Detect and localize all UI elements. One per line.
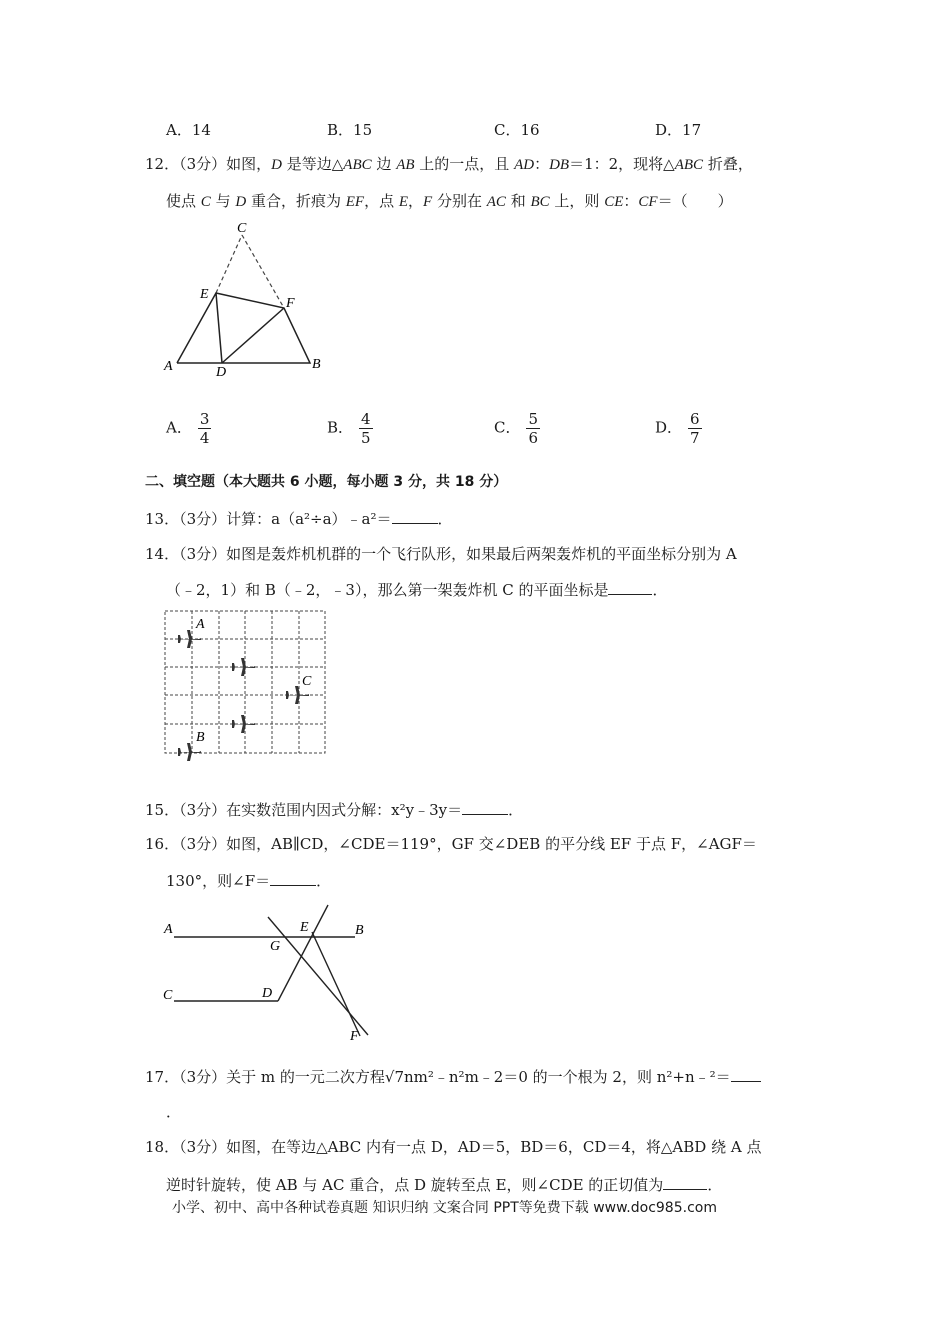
q12-score: （3分）如图， [179, 155, 272, 173]
q16-line1: 16．（3分）如图，AB∥CD，∠CDE＝119°，GF 交∠DEB 的平分线 EF 于点 F，∠AGF＝ [145, 835, 757, 853]
q16-label-d: D [262, 986, 273, 1001]
q12-label-e: E [200, 287, 209, 302]
q16-parallel-lines-figure [160, 902, 375, 1042]
q11-option-d: D．17 [655, 121, 702, 139]
section-2-title: 二、填空题（本大题共 6 小题，每小题 3 分，共 18 分） [145, 474, 508, 490]
q16-label-b: B [355, 923, 364, 938]
plane-icon-mid2 [231, 715, 255, 733]
q14-label-a: A [196, 617, 205, 632]
q16-label-g: G [270, 939, 281, 954]
plane-icon-b [177, 743, 201, 761]
q18-line2: 逆时针旋转，使 AB 与 AC 重合，点 D 旋转至点 E，则∠CDE 的正切值为 ． [166, 1176, 723, 1194]
q18-line1: 18．（3分）如图，在等边△ABC 内有一点 D，AD＝5，BD＝6，CD＝4，将△ABD 绕 A 点 [145, 1138, 762, 1156]
q12-option-a: A． $\frac{3}{4}$ [166, 410, 210, 447]
q14-grid-figure [163, 608, 329, 764]
q16-line2: 130°，则∠F＝ ． [166, 872, 332, 890]
q12-option-b: B． $\frac{4}{5}$ [327, 410, 371, 447]
q17-line2: ． [166, 1103, 182, 1121]
q14-line2: （﹣2，1）和 B（﹣2，﹣3），那么第一架轰炸机 C 的平面坐标是 ． [166, 581, 668, 599]
q12-number: 12． [145, 155, 180, 173]
q14-line1: 14．（3分）如图是轰炸机机群的一个飞行队形，如果最后两架轰炸机的平面坐标分别为 A [145, 545, 737, 563]
q12-label-d: D [216, 365, 227, 380]
q12-line2: 使点 C 与 D 重合，折痕为 EF，点 E，F 分别在 AC 和 BC 上，则 CE：CF＝（ ） [166, 192, 733, 210]
q12-option-c: C． $\frac{5}{6}$ [494, 410, 539, 447]
q12-triangle-figure [160, 218, 340, 383]
q11-option-c: C．16 [494, 121, 540, 139]
q13-line: 13．（3分）计算：a（a²÷a）﹣a²＝ ． [145, 510, 453, 528]
q12-line2-lead: 使点 [166, 192, 197, 210]
q14-label-b: B [196, 730, 205, 745]
page-footer: 小学、初中、高中各种试卷真题 知识归纳 文案合同 PPT等免费下载 www.doc985.com [172, 1200, 717, 1216]
q11-option-b: B．15 [327, 121, 373, 139]
q17-line1: 17．（3分）关于 m 的一元二次方程√7nm²﹣n²m﹣2＝0 的一个根为 2，则 n²+n﹣²＝ [145, 1067, 761, 1087]
q12-line1: 12．（3分）如图，D 是等边△ABC 边 AB 上的一点，且 AD：DB＝1：2，现将△ABC 折叠， [145, 155, 753, 173]
q15-line: 15．（3分）在实数范围内因式分解：x²y﹣3y＝ ． [145, 801, 524, 819]
q12-label-c: C [237, 221, 247, 236]
q16-label-e: E [300, 920, 309, 935]
q11-option-a: A．14 [166, 121, 211, 139]
q16-label-f: F [350, 1029, 359, 1042]
q14-label-c: C [302, 674, 312, 689]
q16-label-a: A [164, 922, 173, 937]
q16-label-c: C [163, 988, 173, 1003]
q12-option-d: D． $\frac{6}{7}$ [655, 410, 700, 447]
q12-label-f: F [286, 296, 295, 311]
q12-label-a: A [164, 359, 173, 374]
plane-icon-mid1 [231, 658, 255, 676]
q12-label-b: B [312, 357, 321, 372]
plane-icon-a [177, 630, 201, 648]
